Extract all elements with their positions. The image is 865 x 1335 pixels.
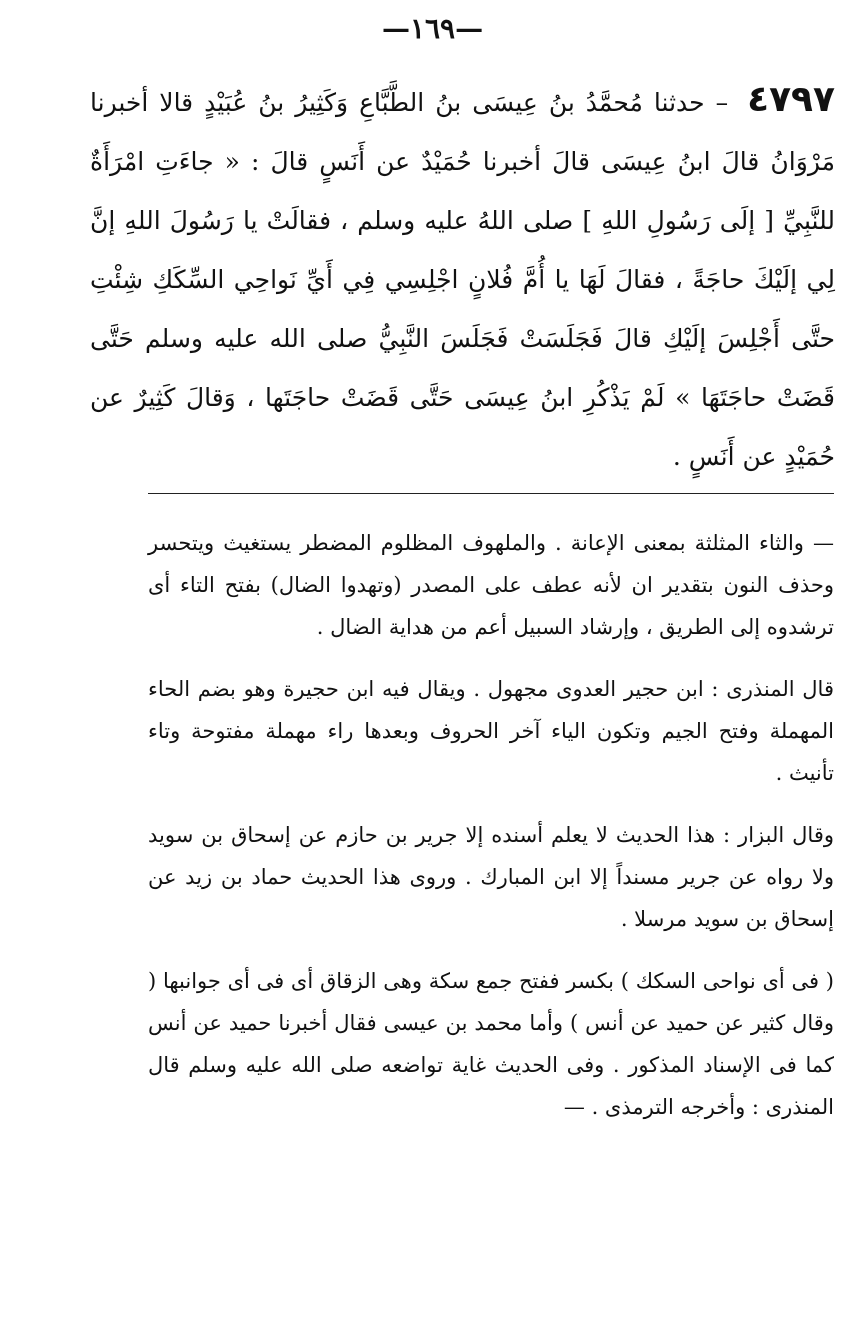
commentary-paragraph: ( فى أى نواحى السكك ) بكسر ففتح جمع سكة وهى الزقاق أى فى أى جوانبها ( وقال كثير عن حميد عن أنس ) وأما محمد بن عيسى فقال أخبرنا حميد عن أنس كما فى الإسناد المذكور . وفى الحديث غاية تواضعه صلى الله عليه وسلم قال المنذرى : وأخرجه الترمذى . — [148, 969, 834, 1119]
commentary-paragraph: وقال البزار : هذا الحديث لا يعلم أسنده إلا جرير بن حازم عن إسحاق بن سويد ولا رواه عن جرير مسنداً إلا ابن المبارك . وروى هذا الحديث حماد بن زيد عن إسحاق بن سويد مرسلا . [148, 823, 834, 931]
commentary-paragraph: قال المنذرى : ابن حجير العدوى مجهول . ويقال فيه ابن حجيرة وهو بضم الحاء المهملة وفتح الجيم وتكون الياء آخر الحروف وبعدها راء مهملة مفتوحة وتاء تأنيث . [148, 677, 834, 785]
page-number: —١٦٩— [381, 12, 484, 45]
hadith-number: ٤٧٩٧ [747, 79, 835, 120]
commentary-block [148, 522, 834, 1148]
hadith-text: – حدثنا مُحمَّدُ بنُ عِيسَى بنُ الطَّبَّاعِ وَكَثِيرُ بنُ عُبَيْدٍ قالا أخبرنا مَرْوَانُ قالَ ابنُ عِيسَى قالَ أخبرنا حُمَيْدٌ عن أَنَسٍ قالَ : « جاءَتِ امْرَأَةٌ للنَّبِيِّ [ إلَى رَسُولِ اللهِ ] صلى اللهُ عليه وسلم ، فقالَتْ يا رَسُولَ اللهِ إنَّ لِي إلَيْكَ حاجَةً ، فقالَ لَهَا يا أُمَّ فُلانٍ اجْلِسِي فِي أَيِّ نَواحِي السِّكَكِ شِئْتِ حتَّى أَجْلِسَ إلَيْكِ قالَ فَجَلَسَتْ فَجَلَسَ النَّبِيُّ صلى الله عليه وسلم حَتَّى قَضَتْ حاجَتَهَا » لَمْ يَذْكُرِ ابنُ عِيسَى حَتَّى قَضَتْ حاجَتَها ، وَقالَ كَثِيرٌ عن حُمَيْدٍ عن أَنَسٍ . [90, 88, 835, 471]
hadith-block [90, 70, 835, 486]
footnote-divider [148, 493, 834, 494]
commentary-paragraph: — والثاء المثلثة بمعنى الإعانة . والملهوف المظلوم المضطر يستغيث ويتحسر وحذف النون بتقدير ان لأنه عطف على المصدر (وتهدوا الضال) بفتح التاء أى ترشدوه إلى الطريق ، وإرشاد السبيل أعم من هداية الضال . [148, 531, 834, 639]
